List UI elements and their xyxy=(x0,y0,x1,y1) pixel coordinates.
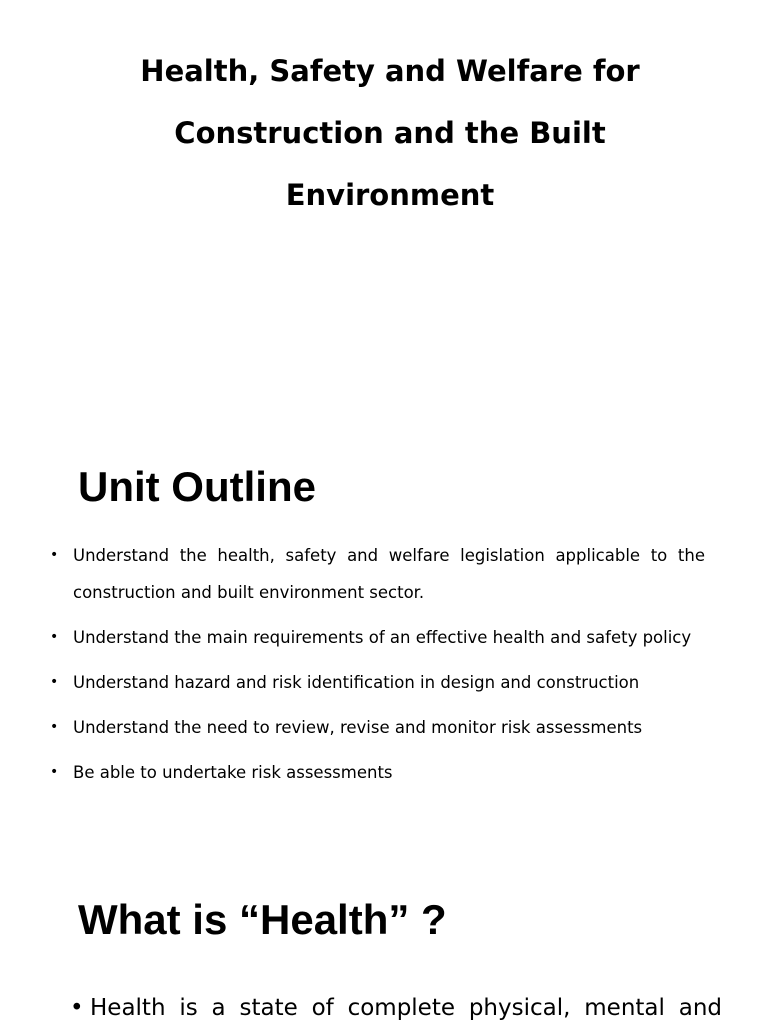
health-definition-list xyxy=(70,988,722,1028)
list-item-text: Be able to undertake risk assessments xyxy=(73,763,393,782)
health-heading: What is “Health” ? xyxy=(78,896,447,943)
title-line-1: Health, Safety and Welfare for xyxy=(140,54,640,88)
list-item-text: Understand the main requirements of an effective health and safety policy xyxy=(73,628,692,647)
bullet-icon: • xyxy=(50,764,59,780)
list-item xyxy=(50,664,705,701)
list-item xyxy=(70,988,722,1028)
title-line-2: Construction and the Built xyxy=(174,116,606,150)
list-item-text: Health is a state of complete physical, mental and xyxy=(90,995,722,1021)
list-item xyxy=(50,537,705,611)
list-item xyxy=(50,709,705,746)
list-item-text: Understand hazard and risk identification in design and construction xyxy=(73,673,640,692)
list-item-text: Understand the health, safety and welfare legislation applicable to the construction and built environment sector. xyxy=(73,546,705,602)
bullet-icon: • xyxy=(50,547,59,563)
bullet-icon: • xyxy=(70,995,84,1021)
list-item-text: Understand the need to review, revise and monitor risk assessments xyxy=(73,718,643,737)
list-item xyxy=(50,619,705,656)
bullet-icon: • xyxy=(50,629,59,645)
unit-outline-heading: Unit Outline xyxy=(78,463,316,510)
title-line-3: Environment xyxy=(285,178,495,212)
unit-outline-list xyxy=(50,537,705,799)
bullet-icon: • xyxy=(50,719,59,735)
bullet-icon: • xyxy=(50,674,59,690)
list-item xyxy=(50,754,705,791)
document-title xyxy=(0,40,768,226)
